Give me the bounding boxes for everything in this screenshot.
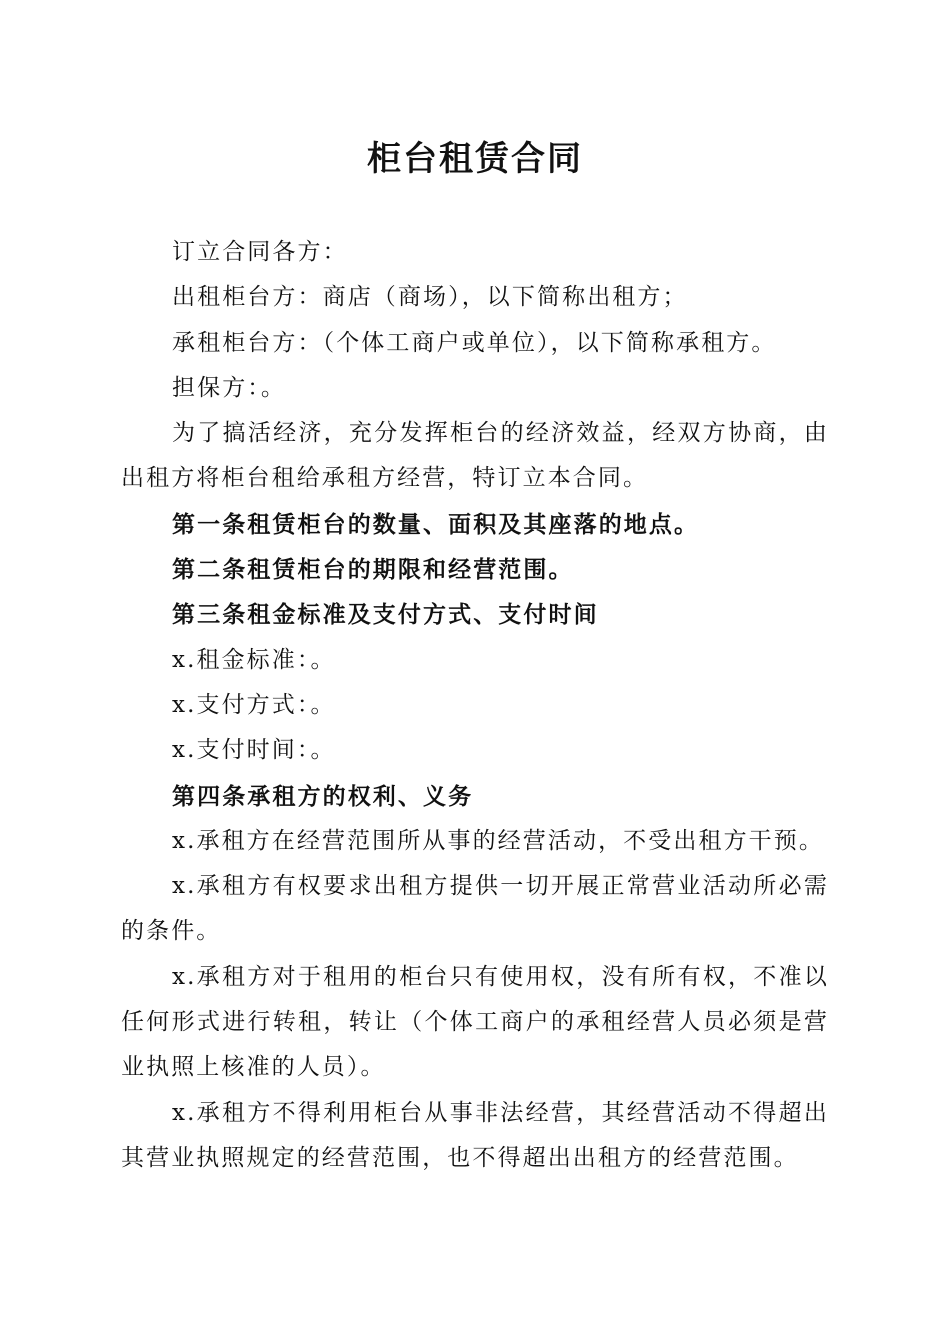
- article-4-item-2: x.承租方有权要求出租方提供一切开展正常营业活动所必需的条件。: [121, 873, 829, 945]
- paragraph-purpose: 为了搞活经济，充分发挥柜台的经济效益，经双方协商，由出租方将柜台租给承租方经营，特订立本合同。: [121, 420, 829, 492]
- article-3-item-payment-method: x.支付方式：。: [172, 691, 336, 718]
- document-title: 柜台租赁合同: [367, 139, 583, 179]
- article-4-item-3: x.承租方对于租用的柜台只有使用权，没有所有权，不准以任何形式进行转租，转让（个体工商户的承租经营人员必须是营业执照上核准的人员）。: [121, 963, 829, 1081]
- article-1-heading: 第一条租赁柜台的数量、面积及其座落的地点。: [172, 510, 700, 538]
- article-3-heading: 第三条租金标准及支付方式、支付时间: [172, 601, 599, 629]
- paragraph-lessee: 承租柜台方：（个体工商户或单位），以下简称承租方。: [172, 329, 777, 356]
- article-2-heading: 第二条租赁柜台的期限和经营范围。: [172, 556, 574, 584]
- article-4-item-4: x.承租方不得利用柜台从事非法经营，其经营活动不得超出其营业执照规定的经营范围，也不得超出出租方的经营范围。: [121, 1099, 829, 1171]
- paragraph-lessor: 出租柜台方：商店（商场），以下简称出租方；: [172, 284, 688, 311]
- document-body: [121, 230, 829, 1181]
- paragraph-parties-heading: 订立合同各方：: [172, 239, 348, 265]
- article-3-item-rent-standard: x.租金标准：。: [172, 646, 336, 673]
- article-4-item-1: x.承租方在经营范围所从事的经营活动，不受出租方干预。: [172, 827, 824, 854]
- article-4-heading: 第四条承租方的权利、义务: [172, 782, 474, 810]
- paragraph-guarantor: 担保方：。: [172, 374, 286, 401]
- article-3-item-payment-time: x.支付时间：。: [172, 737, 336, 764]
